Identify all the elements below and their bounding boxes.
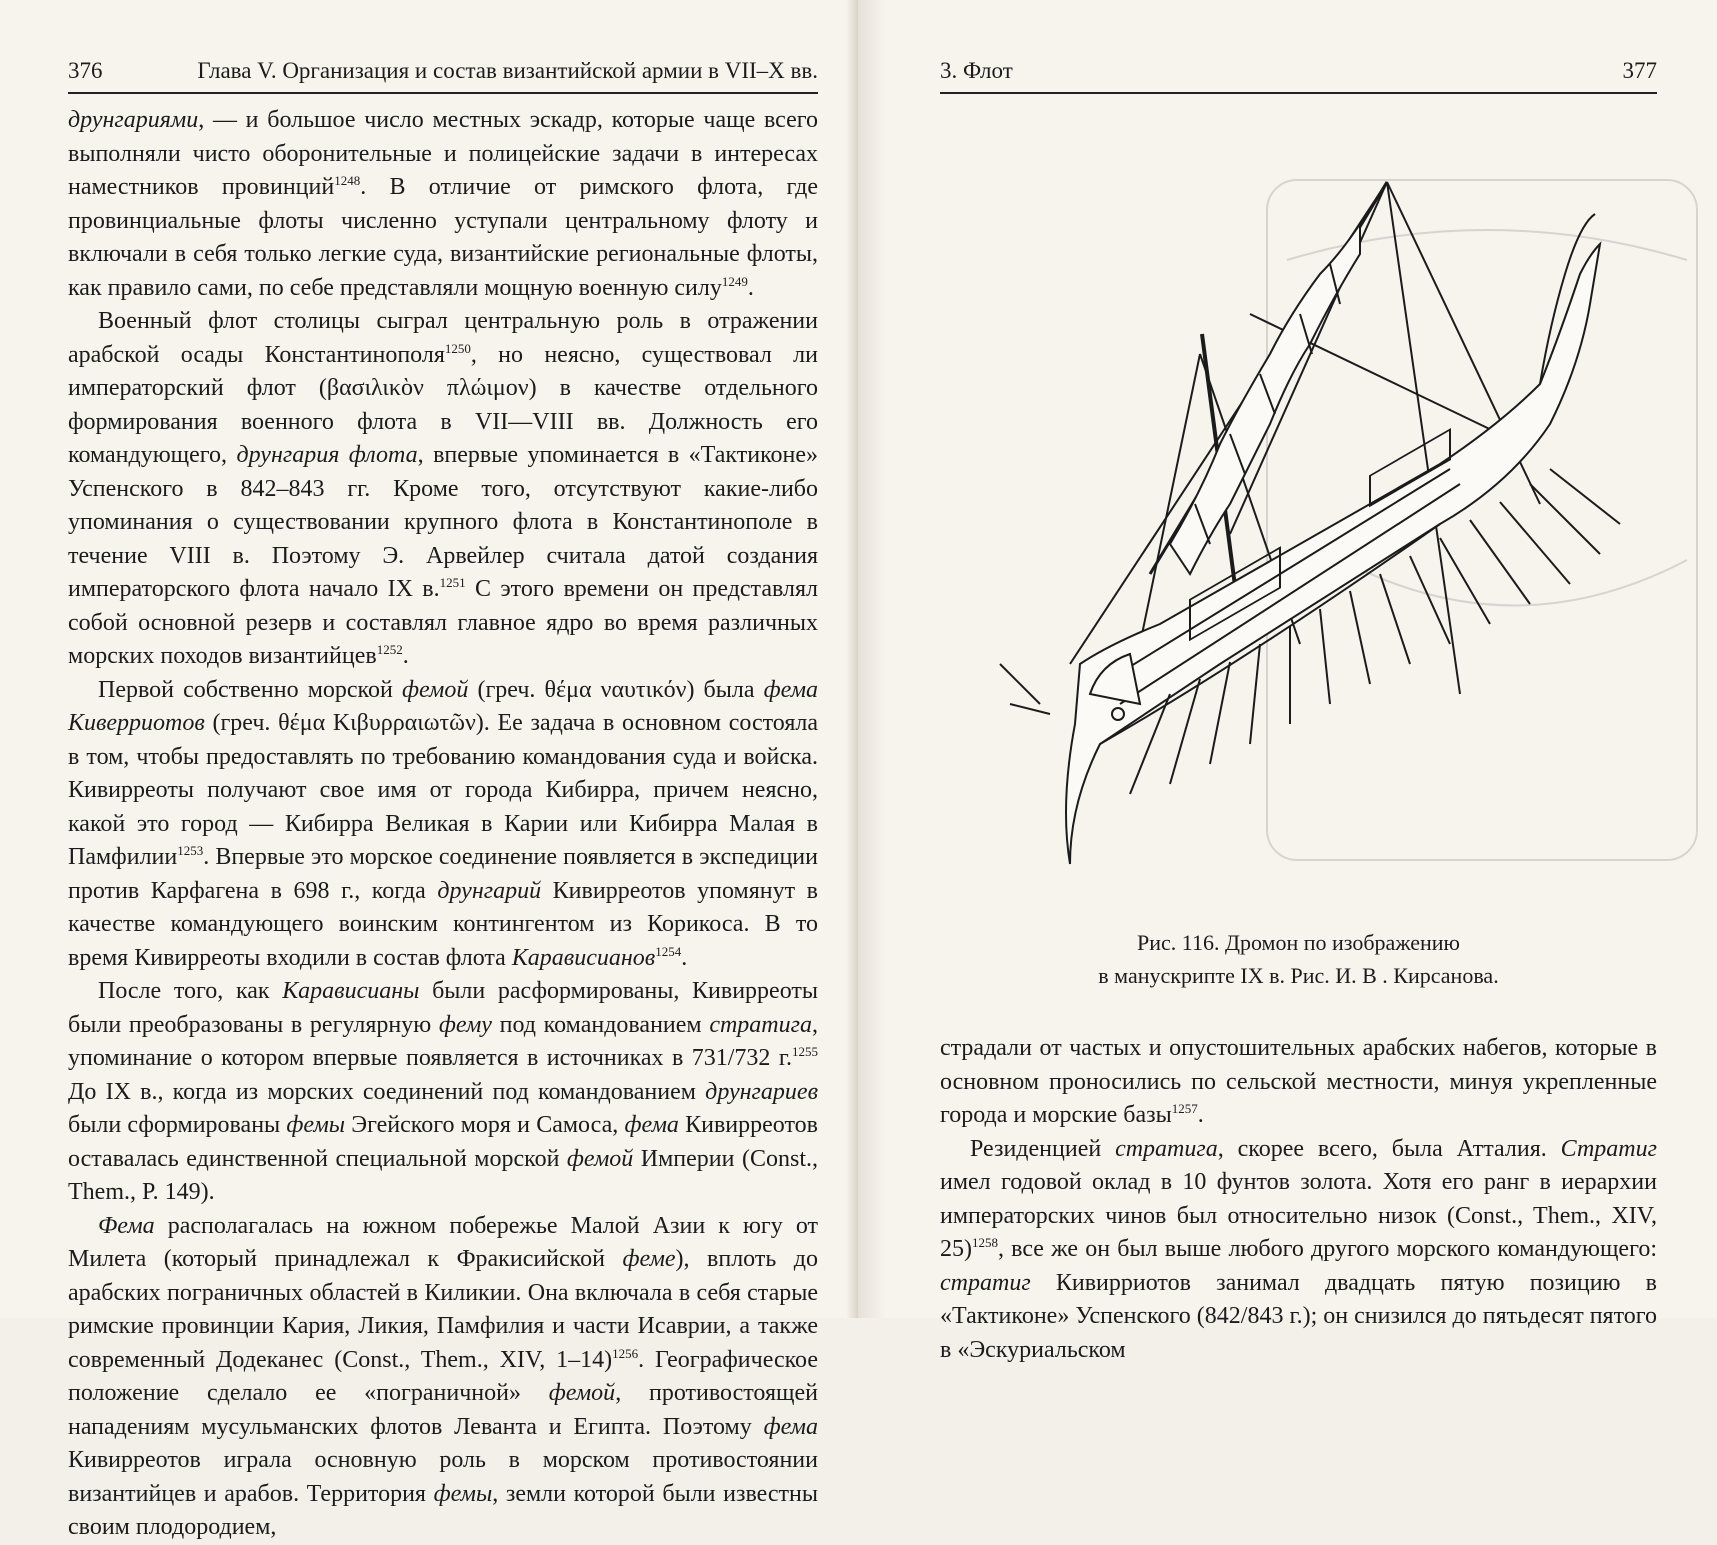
paragraph	[68, 674, 818, 976]
italic-term: Карависианов	[511, 944, 656, 971]
text-run: Кивирреотов упомянут в качестве командующего воинским контингентом из Корикоса. В то время Кивирреоты входили в состав флота	[68, 877, 818, 971]
text-run: были сформированы	[68, 1112, 287, 1138]
text-run: , но неясно, существовал ли императорский флот (βασιλικὸν πλώιμον) в качестве отдельного формирования военного флота в VII—VIII вв. Должность его командующего,	[68, 341, 818, 468]
italic-term: друнгариев	[705, 1078, 818, 1105]
footnote-ref: 1251	[439, 575, 466, 590]
footnote-ref: 1256	[612, 1345, 639, 1361]
paragraph	[940, 1133, 1657, 1368]
footnote-ref: 1254	[655, 943, 682, 959]
text-run: Кивирреотов играла основную роль в морском противостоянии византийцев и арабов. Территория	[68, 1447, 818, 1507]
text-run: После того, как	[98, 978, 283, 1004]
right-page-body	[940, 1032, 1657, 1367]
text-run: .	[681, 944, 688, 971]
footnote-ref: 1255	[792, 1044, 818, 1059]
italic-term: стратиг	[940, 1269, 1031, 1296]
text-run: , противостоящей нападениям мусульманских флотов Леванта и Египта. Поэтому	[68, 1380, 818, 1440]
italic-term: стратига	[1115, 1135, 1218, 1162]
footnote-ref: 1257	[1171, 1101, 1198, 1116]
text-run: Первой собственно морской	[98, 676, 402, 703]
italic-term: Фема	[98, 1212, 155, 1239]
italic-term: Стратиг	[1560, 1135, 1657, 1162]
text-run: .	[1197, 1102, 1204, 1128]
text-run: , упоминание о котором впервые появляется в источниках в 731/732 г.	[68, 1011, 818, 1071]
paragraph	[940, 1032, 1657, 1133]
italic-term: друнгарий	[437, 877, 542, 904]
text-run: были расформированы, Кивирреоты были преобразованы в регулярную	[68, 978, 818, 1038]
page-number: 376	[68, 58, 103, 83]
caption-line: в манускрипте IX в. Рис. И. В . Кирсанова.	[1098, 963, 1499, 988]
text-run: Кивирриотов занимал двадцать пятую позицию в «Тактиконе» Успенского (842/843 г.); он снизился до пятьдесят пятого в «Эскуриальском	[940, 1269, 1657, 1363]
page-number: 377	[1622, 58, 1657, 83]
text-run: имел годовой оклад в 10 фунтов золота. Хотя его ранг в иерархии императорских чинов был относительно низок (Const., Them., XIV, 25)	[940, 1169, 1657, 1262]
text-run: располагалась на южном побережье Малой Азии к югу от Милета (который принадлежал к Фракисийской	[68, 1212, 818, 1272]
italic-term: фемой	[566, 1145, 634, 1172]
text-run: страдали от частых и опустошительных арабских набегов, которые в основном проносились по сельской местности, минуя укрепленные города и морские базы	[940, 1035, 1657, 1128]
text-run: .	[402, 643, 409, 669]
text-run: Кивирреотов оставалась единственной специальной морской	[68, 1112, 818, 1172]
right-page-header	[940, 58, 1657, 94]
italic-term: фема	[624, 1112, 679, 1138]
footnote-ref: 1249	[721, 273, 748, 289]
left-page-body	[68, 104, 818, 1545]
running-head: Глава V. Организация и состав византийской армии в VII–X вв.	[197, 58, 818, 83]
text-run: (греч. θέμα ναυτικόν) была	[468, 676, 764, 703]
paragraph	[68, 305, 818, 674]
italic-term: Карависианы	[282, 978, 420, 1004]
text-run: Империи (Const., Them., P. 149).	[68, 1145, 818, 1205]
text-run: , скорее всего, была Атталия.	[1217, 1135, 1561, 1162]
paragraph	[68, 1210, 818, 1545]
italic-term: фема Киверриотов	[68, 676, 819, 736]
footnote-ref: 1252	[376, 642, 403, 657]
italic-term: фемы	[286, 1112, 346, 1138]
text-run: Военный флот столицы сыграл центральную роль в отражении арабской осады Константинополя	[68, 308, 818, 368]
footnote-ref: 1253	[177, 843, 204, 858]
left-page	[0, 0, 858, 1540]
italic-term: фему	[438, 1011, 492, 1038]
text-run: , впервые упоминается в «Тактиконе» Успенского в 842–843 гг. Кроме того, отсутствуют какие-либо упоминания о существовании крупного флота в Константинополе в течение VIII в. Поэтому Э. Арвейлер считала датой создания императорского флота начало IX в.	[68, 442, 819, 602]
text-run: . В отличие от римского флота, где провинциальные флоты численно уступали центральному флоту и включали в себя только легкие суда, византийские региональные флоты, как правило сами, по себе представляли мощную военную силу	[68, 174, 818, 301]
italic-term: фемой	[548, 1380, 616, 1406]
text-run: . Впервые это морское соединение появляется в экспедиции против Карфагена в 698 г., когда	[68, 844, 818, 904]
figure	[940, 104, 1657, 988]
running-head: 3. Флот	[940, 58, 1013, 83]
right-page	[858, 0, 1717, 1363]
text-run: До IX в., когда из морских соединений под командованием	[68, 1078, 706, 1105]
italic-term: фемы	[433, 1480, 493, 1507]
italic-term: друнгария флота	[236, 442, 418, 468]
caption-line: Рис. 116. Дромон по изображению	[1137, 930, 1460, 955]
text-run: , — и большое число местных эскадр, которые чаще всего выполняли чисто оборонительные и полицейские задачи в интересах наместников провинций	[68, 107, 818, 200]
italic-term: фема	[763, 1413, 818, 1440]
text-run: под командованием	[491, 1011, 710, 1038]
italic-term: фемой	[401, 676, 469, 703]
text-run: Резиденцией	[970, 1135, 1116, 1162]
text-run: .	[747, 274, 754, 301]
italic-term: феме	[622, 1246, 676, 1272]
footnote-ref: 1258	[972, 1235, 998, 1250]
text-run: С этого времени он представлял собой основной резерв и составлял главное ядро во время различных морских походов византийцев	[68, 576, 819, 669]
footnote-ref: 1250	[444, 340, 471, 356]
text-run: Эгейского моря и Самоса,	[345, 1112, 625, 1138]
italic-term: друнгариями	[68, 107, 199, 133]
figure-caption	[940, 926, 1657, 992]
left-page-header	[68, 58, 818, 94]
dromon-ship-icon	[940, 104, 1660, 904]
text-run: . Географическое положение сделало ее «пограничной»	[68, 1346, 819, 1406]
text-run: (греч. θέμα Κιβυρραιωτῶν). Ее задача в основном состояла в том, чтобы предоставлять по требованию командования суда и войска. Кивирреоты получают свое имя от города Кибирра, причем неясно, какой это город — Кибирра Великая в Карии или Кибирра Малая в Памфилии	[68, 710, 818, 870]
paragraph	[68, 975, 818, 1210]
text-run: , все же он был выше любого другого морского командующего:	[998, 1236, 1657, 1262]
footnote-ref: 1248	[334, 173, 361, 188]
italic-term: стратига	[709, 1011, 812, 1038]
paragraph	[68, 104, 818, 305]
text-run: , земли которой были известны своим плодородием,	[68, 1480, 818, 1540]
text-run: ), вплоть до арабских пограничных областей в Киликии. Она включала в себя старые римские провинции Кария, Ликия, Памфилия и части Исаврии, а также современный Додеканес (Const., Them., XIV, 1–14)	[68, 1246, 818, 1373]
